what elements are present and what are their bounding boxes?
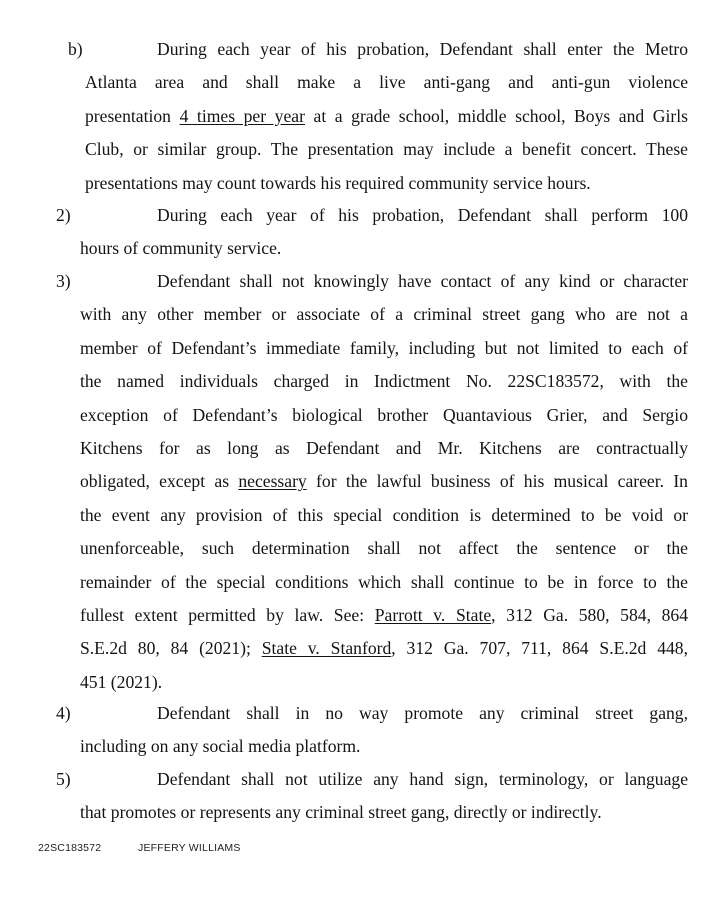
condition-text-line: Club, or similar group. The presentation may include a benefit concert. These [85,139,688,160]
condition-text-line: During each year of his probation, Defendant shall perform 100 [157,205,688,225]
condition-text-line: member of Defendant’s immediate family, including but not limited to each of [80,337,688,358]
underlined-text: Parrott v. State [374,605,492,625]
condition-text-line: that promotes or represents any criminal street gang, directly or indirectly. [80,802,602,823]
condition-text-line: presentation 4 times per year at a grade school, middle school, Boys and Girls [85,105,688,126]
condition-text-line: 451 (2021). [80,671,163,692]
footer-case-number: 22SC183572 [38,842,102,854]
condition-text-line: unenforceable, such determination shall not affect the sentence or the [80,538,688,559]
underlined-text: State v. Stanford [261,638,392,659]
condition-text-line: Atlanta area and shall make a live anti-gang and anti-gun violence [85,72,688,93]
condition-text-line: with any other member or associate of a criminal street gang who are not a [80,304,688,325]
condition-text-line: including on any social media platform. [80,736,361,757]
condition-text-line: Defendant shall not knowingly have contact of any kind or character [157,271,688,291]
condition-text-line: Defendant shall not utilize any hand sign, terminology, or language [157,769,688,789]
condition-text-line: fullest extent permitted by law. See: Parrott v. State, 312 Ga. 580, 584, 864 [80,605,688,625]
condition-text-line: S.E.2d 80, 84 (2021); State v. Stanford, 312 Ga. 707, 711, 864 S.E.2d 448, [80,638,688,659]
condition-text-line: the event any provision of this special condition is determined to be void or [80,504,688,525]
condition-text-line: the named individuals charged in Indictment No. 22SC183572, with the [80,371,688,392]
condition-text-line: hours of community service. [80,238,282,259]
condition-marker: 4) [56,703,71,723]
condition-marker: 2) [56,205,71,225]
condition-text-line: Defendant shall in no way promote any criminal street gang, [157,703,688,723]
condition-marker: b) [68,39,83,59]
condition-text-line: obligated, except as necessary for the lawful business of his musical career. In [80,471,688,492]
underlined-text: 4 times per year [179,105,305,126]
condition-text-line: exception of Defendant’s biological brother Quantavious Grier, and Sergio [80,404,688,425]
underlined-text: necessary [238,471,307,492]
condition-marker: 5) [56,769,71,789]
condition-text-line: During each year of his probation, Defendant shall enter the Metro [157,39,688,59]
condition-text-line: Kitchens for as long as Defendant and Mr. Kitchens are contractually [80,438,688,458]
condition-marker: 3) [56,271,71,291]
footer-judge-name: JEFFERY WILLIAMS [138,842,241,854]
condition-text-line: presentations may count towards his required community service hours. [85,172,591,193]
condition-text-line: remainder of the special conditions which shall continue to be in force to the [80,571,688,592]
